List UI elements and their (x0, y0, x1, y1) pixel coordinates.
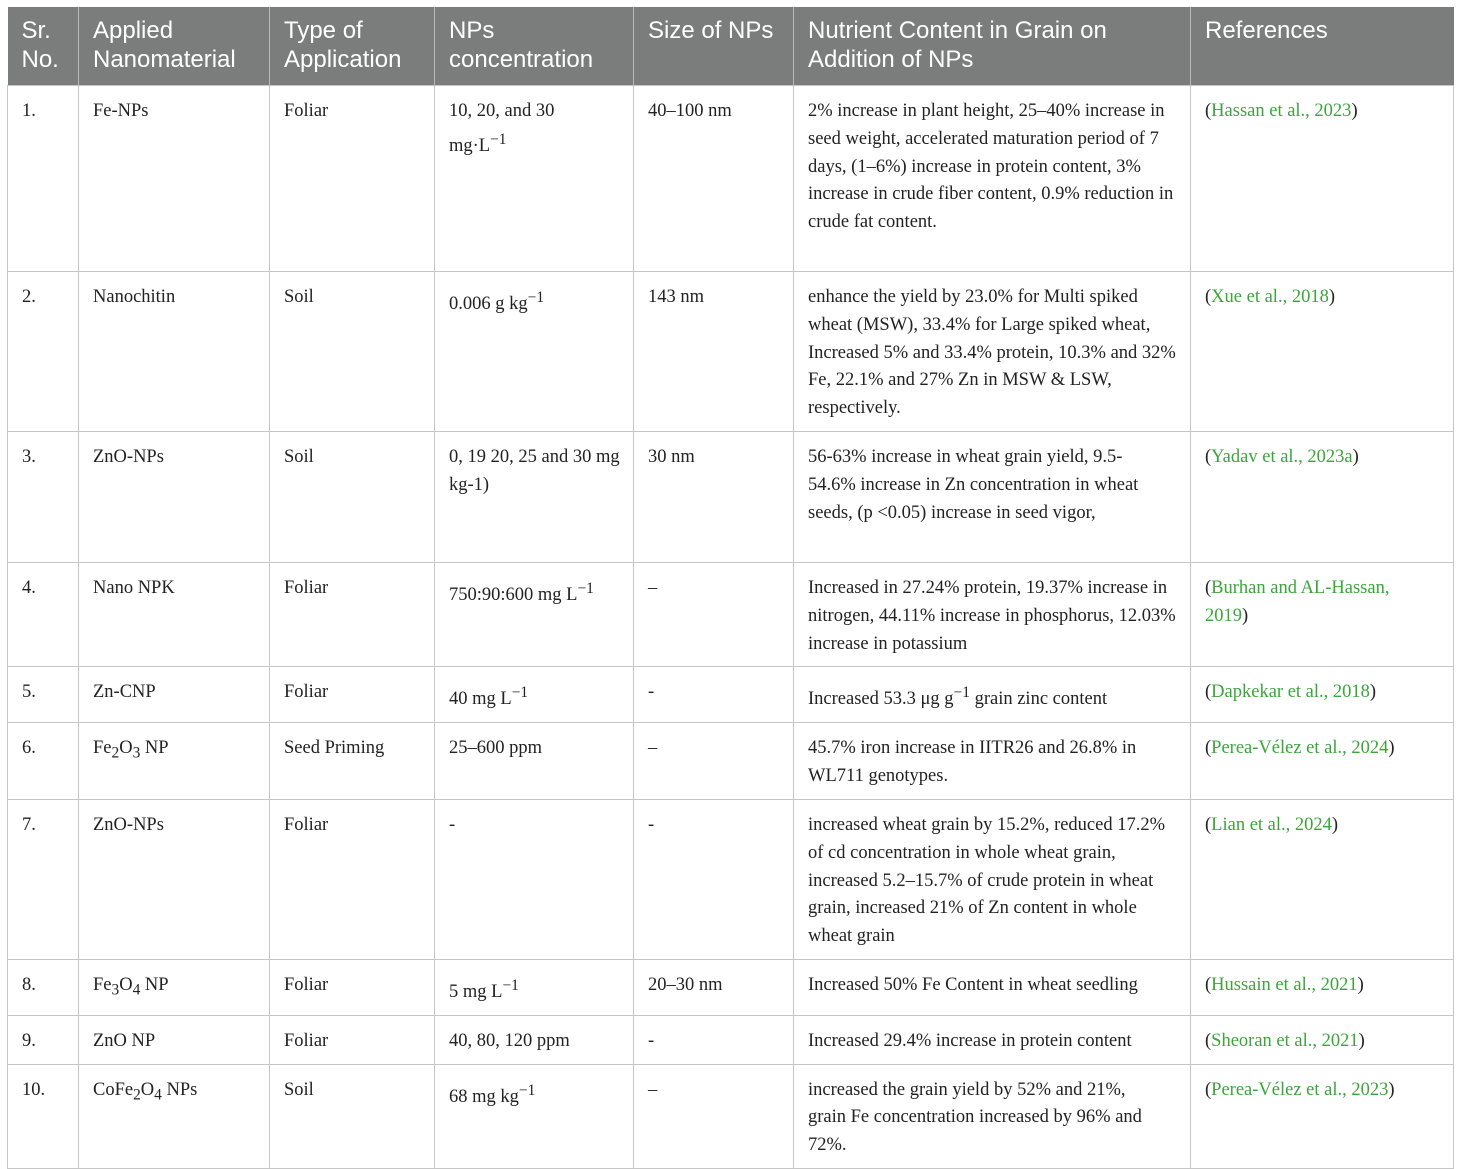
table-row (8, 272, 1454, 432)
formula-part: O (119, 974, 133, 995)
cell-concentration (435, 723, 634, 800)
nanomaterial-table (7, 7, 1454, 1169)
cell-size: – (634, 723, 794, 800)
reference-link[interactable]: Dapkekar et al., 2018 (1211, 682, 1370, 703)
reference-link[interactable]: Xue et al., 2018 (1211, 287, 1329, 307)
reference-link[interactable]: Yadav et al., 2023a (1211, 446, 1353, 467)
conc-exponent: −1 (490, 130, 507, 148)
conc-value: 0, 19 20, 25 and 30 mg kg-1) (449, 446, 620, 495)
cell-concentration (435, 272, 634, 432)
nutrient-text: grain zinc content (969, 689, 1108, 710)
formula-part: Fe (93, 738, 112, 759)
cell-concentration (435, 799, 634, 959)
cell-sr-no: 2. (8, 272, 79, 432)
cell-sr-no: 8. (8, 959, 79, 1015)
table-header-row (8, 7, 1454, 86)
conc-exponent: −1 (527, 289, 545, 306)
cell-concentration (435, 667, 634, 723)
table-row (8, 799, 1454, 959)
reference-link[interactable]: Lian et al., 2024 (1211, 814, 1332, 835)
cell-type: Seed Priming (270, 723, 435, 800)
conc-value: 40, 80, 120 ppm (449, 1030, 570, 1051)
cell-type: Foliar (270, 562, 435, 666)
cell-size: – (634, 562, 794, 666)
cell-sr-no: 1. (8, 86, 79, 272)
cell-reference: (Lian et al., 2024) (1191, 799, 1454, 959)
cell-concentration (435, 562, 634, 666)
formula-part: NP (140, 974, 169, 995)
formula-subscript: 2 (133, 1086, 141, 1104)
cell-sr-no: 5. (8, 667, 79, 723)
formula-subscript: 2 (111, 745, 120, 763)
formula-subscript: 3 (111, 981, 120, 999)
reference-link[interactable]: Hussain et al., 2021 (1211, 974, 1358, 995)
formula-part: Fe (93, 974, 112, 995)
cell-size: - (634, 1015, 794, 1064)
header-sr-no: Sr. No. (8, 7, 79, 86)
cell-sr-no: 7. (8, 799, 79, 959)
cell-size: 143 nm (634, 272, 794, 432)
table-row (8, 723, 1454, 800)
table-row (8, 667, 1454, 723)
cell-reference: (Perea-Vélez et al., 2023) (1191, 1064, 1454, 1168)
nutrient-exponent: −1 (953, 684, 970, 702)
cell-type: Foliar (270, 667, 435, 723)
table-row (8, 431, 1454, 562)
cell-size: 40–100 nm (634, 86, 794, 272)
formula-part: CoFe (93, 1079, 134, 1100)
table-row (8, 1015, 1454, 1064)
cell-sr-no: 3. (8, 431, 79, 562)
cell-type: Soil (270, 1064, 435, 1168)
cell-type: Soil (270, 431, 435, 562)
cell-nutrient: enhance the yield by 23.0% for Multi spiked wheat (MSW), 33.4% for Large spiked wheat, Increased 5% and 33.4% protein, 10.3% and 32% Fe, 22.1% and 27% Zn in MSW & LSW, respectively. (794, 272, 1191, 432)
cell-nutrient: Increased 50% Fe Content in wheat seedling (794, 959, 1191, 1015)
cell-sr-no: 10. (8, 1064, 79, 1168)
cell-size: 30 nm (634, 431, 794, 562)
formula-subscript: 3 (132, 745, 141, 763)
cell-reference: (Dapkekar et al., 2018) (1191, 667, 1454, 723)
conc-value: 68 mg kg (449, 1086, 519, 1107)
formula-subscript: 4 (154, 1086, 162, 1104)
cell-material: Zn-CNP (79, 667, 270, 723)
header-nutrient-content: Nutrient Content in Grain on Addition of NPs (794, 7, 1191, 86)
cell-material: Fe-NPs (79, 86, 270, 272)
cell-reference: (Burhan and AL-Hassan, 2019) (1191, 562, 1454, 666)
cell-type: Foliar (270, 86, 435, 272)
cell-reference: (Yadav et al., 2023a) (1191, 431, 1454, 562)
cell-reference: (Sheoran et al., 2021) (1191, 1015, 1454, 1064)
cell-type: Foliar (270, 799, 435, 959)
cell-sr-no: 6. (8, 723, 79, 800)
header-references: References (1191, 7, 1454, 86)
cell-reference: (Perea-Vélez et al., 2024) (1191, 723, 1454, 800)
cell-size: - (634, 799, 794, 959)
conc-value: 5 mg L (449, 982, 503, 1003)
reference-link[interactable]: Burhan and AL-Hassan, 2019 (1205, 577, 1390, 626)
cell-reference: (Xue et al., 2018) (1191, 272, 1454, 432)
cell-reference: (Hassan et al., 2023) (1191, 86, 1454, 272)
cell-size: - (634, 667, 794, 723)
cell-size: 20–30 nm (634, 959, 794, 1015)
cell-material (79, 959, 270, 1015)
cell-nutrient: Increased 29.4% increase in protein content (794, 1015, 1191, 1064)
cell-material: Nanochitin (79, 272, 270, 432)
cell-material: Nano NPK (79, 562, 270, 666)
cell-size: – (634, 1064, 794, 1168)
table-row (8, 1064, 1454, 1168)
formula-subscript: 4 (132, 981, 141, 999)
cell-type: Foliar (270, 1015, 435, 1064)
table-row (8, 562, 1454, 666)
cell-nutrient: 56-63% increase in wheat grain yield, 9.5-54.6% increase in Zn concentration in wheat seeds, (p <0.05) increase in seed vigor, (794, 431, 1191, 562)
cell-sr-no: 4. (8, 562, 79, 666)
conc-value: 40 mg L (449, 689, 512, 710)
reference-link[interactable]: Sheoran et al., 2021 (1211, 1030, 1359, 1051)
cell-material (79, 723, 270, 800)
cell-nutrient: 45.7% iron increase in IITR26 and 26.8% in WL711 genotypes. (794, 723, 1191, 800)
cell-nutrient: 2% increase in plant height, 25–40% increase in seed weight, accelerated maturation period of 7 days, (1–6%) increase in protein content, 3% increase in crude fiber content, 0.9% reduction in crude fat content. (794, 86, 1191, 272)
conc-exponent: −1 (577, 579, 594, 597)
header-applied-nanomaterial: Applied Nanomaterial (79, 7, 270, 86)
formula-part: NP (140, 738, 169, 759)
table-row (8, 959, 1454, 1015)
reference-link[interactable]: Perea-Vélez et al., 2024 (1211, 738, 1389, 759)
table-row (8, 86, 1454, 272)
cell-type: Soil (270, 272, 435, 432)
cell-type: Foliar (270, 959, 435, 1015)
conc-exponent: −1 (518, 1081, 536, 1099)
cell-material (79, 1064, 270, 1168)
cell-nutrient: increased wheat grain by 15.2%, reduced 17.2% of cd concentration in whole wheat grain, increased 5.2–15.7% of crude protein in wheat grain, increased 21% of Zn content in whole wheat grain (794, 799, 1191, 959)
cell-nutrient (794, 667, 1191, 723)
cell-reference: (Hussain et al., 2021) (1191, 959, 1454, 1015)
conc-exponent: −1 (502, 976, 519, 994)
cell-concentration (435, 431, 634, 562)
formula-part: O (140, 1079, 155, 1100)
cell-concentration (435, 1015, 634, 1064)
cell-concentration (435, 86, 634, 272)
cell-material: ZnO NP (79, 1015, 270, 1064)
formula-part: O (119, 738, 133, 759)
conc-value: 25–600 ppm (449, 738, 543, 759)
cell-sr-no: 9. (8, 1015, 79, 1064)
conc-value: - (449, 814, 456, 835)
conc-exponent: −1 (511, 684, 529, 702)
cell-nutrient: increased the grain yield by 52% and 21%, grain Fe concentration increased by 96% and 72%. (794, 1064, 1191, 1168)
reference-link[interactable]: Perea-Vélez et al., 2023 (1211, 1079, 1389, 1100)
cell-nutrient: Increased in 27.24% protein, 19.37% increase in nitrogen, 44.11% increase in phosphorus, 12.03% increase in potassium (794, 562, 1191, 666)
cell-concentration (435, 959, 634, 1015)
conc-value: 0.006 g kg (449, 294, 528, 315)
cell-material: ZnO-NPs (79, 799, 270, 959)
cell-concentration (435, 1064, 634, 1168)
header-type-of-application: Type of Application (270, 7, 435, 86)
reference-link[interactable]: Hassan et al., 2023 (1211, 101, 1352, 121)
nutrient-text: Increased 53.3 μg g (808, 689, 954, 710)
header-nps-concentration: NPs concentration (435, 7, 634, 86)
header-size-of-nps: Size of NPs (634, 7, 794, 86)
conc-value: 10, 20, and 30 mg·L (449, 101, 555, 156)
conc-value: 750:90:600 mg L (449, 585, 578, 606)
formula-part: NPs (161, 1079, 198, 1100)
cell-material: ZnO-NPs (79, 431, 270, 562)
